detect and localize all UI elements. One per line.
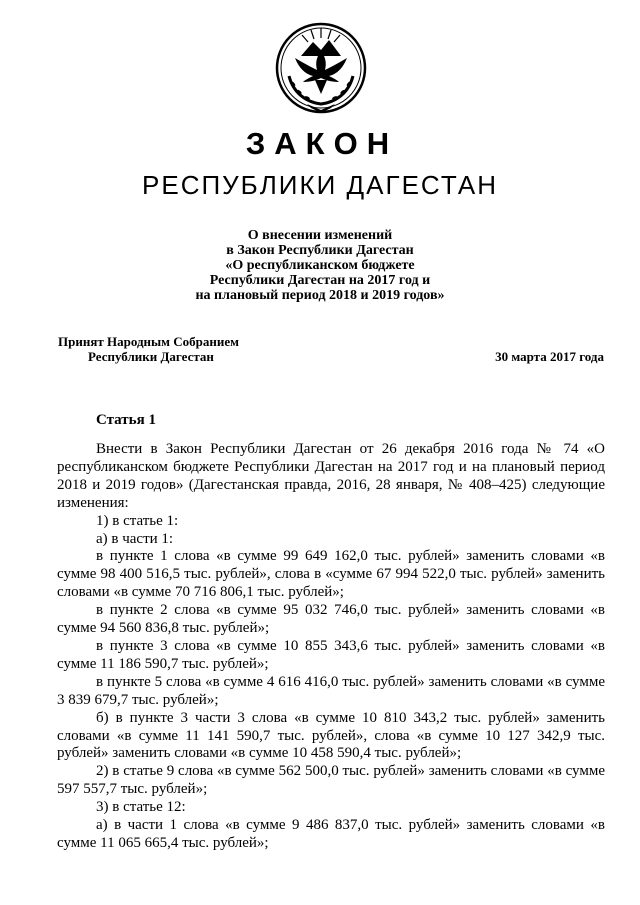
document-subtitle: РЕСПУБЛИКИ ДАГЕСТАН (142, 170, 498, 200)
article-paragraph: в пункте 2 слова «в сумме 95 032 746,0 тыс. рублей» заменить словами «в сумме 94 560 836,8 тыс. рублей»; (57, 602, 605, 637)
law-name-line: О внесении изменений (247, 228, 393, 243)
article-paragraph: в пункте 1 слова «в сумме 99 649 162,0 тыс. рублей» заменить словами «в сумме 98 400 516,5 тыс. рублей», слова в «сумме 67 994 522,0 тыс. рублей» заменить словами «в сумме 70 716 806,1 тыс. рублей»; (57, 548, 605, 601)
article-paragraph: а) в части 1: (96, 530, 174, 547)
law-name-line: «О республиканском бюджете (225, 258, 415, 273)
law-name-line: Республики Дагестан на 2017 год и (209, 273, 431, 288)
article-heading: Статья 1 (96, 412, 156, 428)
article-paragraph: 3) в статье 12: (96, 799, 186, 816)
adoption-line: Принят Народным Собранием (58, 334, 240, 349)
article-paragraph: 1) в статье 1: (96, 512, 179, 529)
article-paragraph: в пункте 5 слова «в сумме 4 616 416,0 тыс. рублей» заменить словами «в сумме 3 839 679,7 тыс. рублей»; (57, 673, 605, 708)
law-name-line: в Закон Республики Дагестан (226, 243, 414, 258)
article-paragraph: б) в пункте 3 части 3 слова «в сумме 10 810 343,2 тыс. рублей» заменить словами «в сумме 11 141 590,7 тыс. рублей», слова «в сумме 10 127 342,9 тыс. рублей» заменить словами «в сумме 10 458 590,4 тыс. рублей»; (57, 709, 605, 762)
article-paragraph: в пункте 3 слова «в сумме 10 855 343,6 тыс. рублей» заменить словами «в сумме 11 186 590,7 тыс. рублей»; (57, 637, 605, 672)
law-name (160, 228, 480, 303)
document-title: ЗАКОН (245, 126, 399, 161)
law-name-line: на плановый период 2018 и 2019 годов» (195, 288, 445, 303)
article-paragraph: 2) в статье 9 слова «в сумме 562 500,0 тыс. рублей» заменить словами «в сумме 597 557,7 тыс. рублей»; (57, 763, 605, 798)
adoption-line: Республики Дагестан (88, 349, 214, 364)
article-body (57, 441, 605, 853)
article-paragraph: а) в части 1 слова «в сумме 9 486 837,0 тыс. рублей» заменить словами «в сумме 11 065 665,4 тыс. рублей»; (57, 817, 605, 851)
dagestan-coat-of-arms-icon (271, 16, 371, 116)
article-paragraph: Внести в Закон Республики Дагестан от 26 декабря 2016 года № 74 «О республиканском бюджете Республики Дагестан на 2017 год и на плановый период 2018 и 2019 годов» (Дагестанская правда, 2016, 28 января, № 408–425) следующие изменения: (57, 441, 605, 511)
adoption-date: 30 марта 2017 года (495, 349, 604, 364)
adoption-statement (58, 334, 239, 364)
